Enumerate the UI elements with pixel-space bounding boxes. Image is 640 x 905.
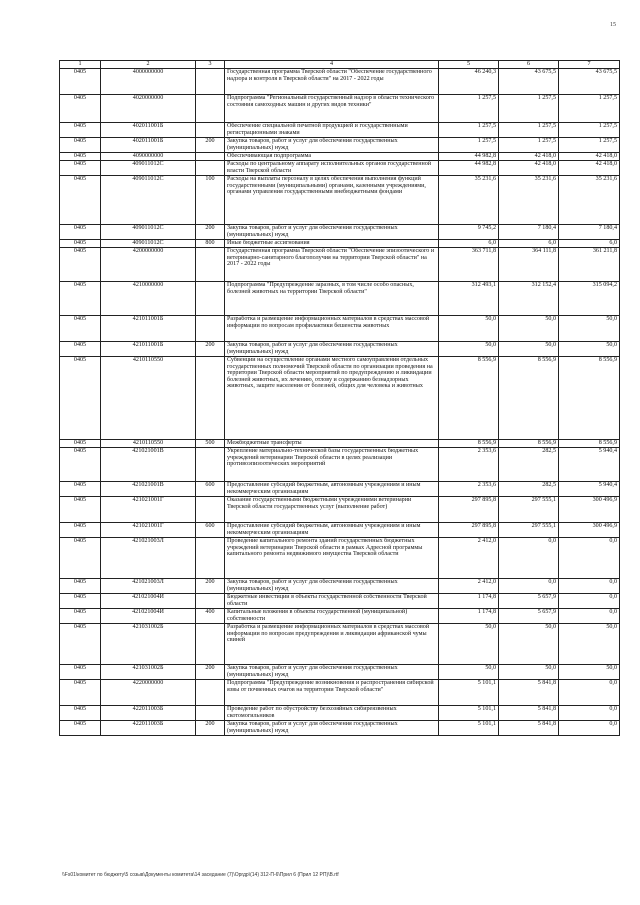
amount-year-2-cell: 50,0 <box>499 316 559 342</box>
page-number: 15 <box>610 22 616 28</box>
expense-type-cell <box>196 248 225 282</box>
amount-year-1-cell: 1 174,8 <box>439 609 499 624</box>
amount-year-1-cell: 50,0 <box>439 316 499 342</box>
section-code-cell: 0405 <box>60 680 101 706</box>
description-cell: Закупка товаров, работ и услуг для обеспечения государственных (муниципальных) нужд <box>225 665 439 680</box>
amount-year-1-cell: 44 982,8 <box>439 153 499 161</box>
amount-year-2-cell: 8 556,9 <box>499 357 559 440</box>
description-cell: Капитальные вложения в объекты государственной (муниципальной) собственности <box>225 609 439 624</box>
amount-year-3-cell: 0,0 <box>559 706 620 721</box>
target-article-cell: 402011001Б <box>101 138 196 153</box>
expense-type-cell: 800 <box>196 240 225 248</box>
amount-year-1-cell: 35 231,6 <box>439 176 499 225</box>
amount-year-1-cell: 297 895,8 <box>439 523 499 538</box>
table-row <box>60 594 620 609</box>
table-row <box>60 95 620 123</box>
section-code-cell: 0405 <box>60 523 101 538</box>
amount-year-3-cell: 0,0 <box>559 680 620 706</box>
target-article-cell: 4020000000 <box>101 95 196 123</box>
section-code-cell: 0405 <box>60 448 101 482</box>
expense-type-cell <box>196 706 225 721</box>
description-cell: Расходы по центральному аппарату исполнительных органов государственной власти Тверской области <box>225 161 439 176</box>
description-cell: Подпрограмма "Предупреждение заразных, в том числе особо опасных, болезней животных на территории Тверской области" <box>225 282 439 316</box>
target-article-cell: 4200000000 <box>101 248 196 282</box>
footer-file-path: \\Fs01\комитет по бюджету\5 созыв\Документы комитета\14 заседание (7)\Оргдр\(14) 312-П-6\Прил 6 (Прил 12 РП)\В.rtf <box>62 872 339 878</box>
amount-year-3-cell: 1 257,5 <box>559 138 620 153</box>
target-article-cell: 421021004И <box>101 609 196 624</box>
amount-year-2-cell: 364 111,8 <box>499 248 559 282</box>
column-header-1: 1 <box>60 61 101 69</box>
description-cell: Расходы на выплаты персоналу в целях обеспечения выполнения функций государственными (муниципальными) органами, казенными учреждениями, органами управления государственными внебюджетными фондами <box>225 176 439 225</box>
description-cell: Государственная программа Тверской области "Обеспечение государственного надзора и контроля в Тверской области" на 2017 - 2022 годы <box>225 69 439 95</box>
expense-type-cell: 200 <box>196 342 225 357</box>
amount-year-3-cell: 43 675,5 <box>559 69 620 95</box>
table-row <box>60 248 620 282</box>
table-row <box>60 706 620 721</box>
amount-year-1-cell: 5 101,1 <box>439 721 499 736</box>
section-code-cell: 0405 <box>60 316 101 342</box>
target-article-cell: 409011012С <box>101 161 196 176</box>
expense-type-cell <box>196 282 225 316</box>
expense-type-cell: 200 <box>196 579 225 594</box>
table-row <box>60 153 620 161</box>
amount-year-3-cell: 7 180,4 <box>559 225 620 240</box>
section-code-cell: 0405 <box>60 594 101 609</box>
expense-type-cell <box>196 594 225 609</box>
amount-year-1-cell: 312 493,1 <box>439 282 499 316</box>
amount-year-1-cell: 46 240,3 <box>439 69 499 95</box>
section-code-cell: 0405 <box>60 721 101 736</box>
amount-year-3-cell: 1 257,5 <box>559 123 620 138</box>
amount-year-3-cell: 50,0 <box>559 665 620 680</box>
amount-year-1-cell: 1 257,5 <box>439 123 499 138</box>
amount-year-3-cell: 42 418,0 <box>559 161 620 176</box>
description-cell: Межбюджетные трансферты <box>225 440 439 448</box>
amount-year-1-cell: 2 353,6 <box>439 482 499 497</box>
target-article-cell: 4000000000 <box>101 69 196 95</box>
description-cell: Закупка товаров, работ и услуг для обеспечения государственных (муниципальных) нужд <box>225 138 439 153</box>
amount-year-1-cell: 8 556,9 <box>439 357 499 440</box>
table-row <box>60 138 620 153</box>
amount-year-2-cell: 35 231,6 <box>499 176 559 225</box>
description-cell: Подпрограмма "Региональный государственный надзор в области технического состояния самоходных машин и других видов техники" <box>225 95 439 123</box>
description-cell: Проведение работ по обустройству безхозяйных сибиреязвенных скотомогильников <box>225 706 439 721</box>
target-article-cell: 422011003Б <box>101 706 196 721</box>
target-article-cell: 421021003Л <box>101 538 196 579</box>
amount-year-2-cell: 43 675,5 <box>499 69 559 95</box>
amount-year-2-cell: 0,0 <box>499 579 559 594</box>
target-article-cell: 421021001Г <box>101 497 196 523</box>
amount-year-2-cell: 42 418,0 <box>499 161 559 176</box>
expense-type-cell <box>196 680 225 706</box>
description-cell: Оказание государственными бюджетными учреждениями ветеринарии Тверской области государственных услуг (выполнение работ) <box>225 497 439 523</box>
amount-year-3-cell: 5 940,4 <box>559 448 620 482</box>
budget-table-container <box>59 60 619 736</box>
description-cell: Иные бюджетные ассигнования <box>225 240 439 248</box>
target-article-cell: 409011012С <box>101 225 196 240</box>
amount-year-2-cell: 282,5 <box>499 448 559 482</box>
column-header-6: 6 <box>499 61 559 69</box>
target-article-cell: 4210110550 <box>101 357 196 440</box>
target-article-cell: 421021004И <box>101 594 196 609</box>
table-row <box>60 161 620 176</box>
amount-year-2-cell: 297 555,1 <box>499 497 559 523</box>
target-article-cell: 421021001Г <box>101 523 196 538</box>
amount-year-2-cell: 1 257,5 <box>499 138 559 153</box>
table-row <box>60 680 620 706</box>
expense-type-cell <box>196 123 225 138</box>
amount-year-1-cell: 1 257,5 <box>439 138 499 153</box>
table-row <box>60 357 620 440</box>
amount-year-3-cell: 0,0 <box>559 609 620 624</box>
amount-year-1-cell: 2 412,0 <box>439 579 499 594</box>
expense-type-cell <box>196 69 225 95</box>
description-cell: Разработка и размещение информационных материалов в средствах массовой информации по вопросам предупреждения и ликвидации африканской чумы свиней <box>225 624 439 665</box>
amount-year-1-cell: 9 745,2 <box>439 225 499 240</box>
amount-year-3-cell: 5 940,4 <box>559 482 620 497</box>
amount-year-3-cell: 1 257,5 <box>559 95 620 123</box>
amount-year-2-cell: 1 257,5 <box>499 123 559 138</box>
amount-year-3-cell: 50,0 <box>559 624 620 665</box>
amount-year-2-cell: 6,0 <box>499 240 559 248</box>
amount-year-1-cell: 8 556,9 <box>439 440 499 448</box>
target-article-cell: 421011001Б <box>101 342 196 357</box>
column-header-7: 7 <box>559 61 620 69</box>
expense-type-cell: 600 <box>196 523 225 538</box>
target-article-cell: 409011012С <box>101 240 196 248</box>
section-code-cell: 0405 <box>60 497 101 523</box>
section-code-cell: 0405 <box>60 95 101 123</box>
amount-year-3-cell: 6,0 <box>559 240 620 248</box>
amount-year-2-cell: 5 841,8 <box>499 680 559 706</box>
amount-year-3-cell: 0,0 <box>559 579 620 594</box>
amount-year-2-cell: 297 555,1 <box>499 523 559 538</box>
amount-year-2-cell: 0,0 <box>499 538 559 579</box>
target-article-cell: 421021003Л <box>101 579 196 594</box>
description-cell: Закупка товаров, работ и услуг для обеспечения государственных (муниципальных) нужд <box>225 225 439 240</box>
description-cell: Предоставление субсидий бюджетным, автономным учреждениям и иным некоммерческим организациям <box>225 523 439 538</box>
expense-type-cell: 200 <box>196 225 225 240</box>
expense-type-cell: 600 <box>196 482 225 497</box>
amount-year-3-cell: 0,0 <box>559 594 620 609</box>
table-row <box>60 523 620 538</box>
section-code-cell: 0405 <box>60 538 101 579</box>
target-article-cell: 421011001Б <box>101 316 196 342</box>
description-cell: Государственная программа Тверской области "Обеспечение эпизоотического и ветеринарно-санитарного благополучия на территории Тверской области" на 2017 - 2022 годы <box>225 248 439 282</box>
budget-table <box>59 60 620 736</box>
description-cell: Обеспечивающая подпрограмма <box>225 153 439 161</box>
amount-year-1-cell: 2 353,6 <box>439 448 499 482</box>
amount-year-3-cell: 300 496,9 <box>559 497 620 523</box>
column-header-2: 2 <box>101 61 196 69</box>
section-code-cell: 0405 <box>60 706 101 721</box>
table-row <box>60 282 620 316</box>
amount-year-1-cell: 1 174,8 <box>439 594 499 609</box>
amount-year-1-cell: 5 101,1 <box>439 680 499 706</box>
section-code-cell: 0405 <box>60 440 101 448</box>
section-code-cell: 0405 <box>60 665 101 680</box>
section-code-cell: 0405 <box>60 161 101 176</box>
expense-type-cell <box>196 538 225 579</box>
target-article-cell: 421031002Б <box>101 624 196 665</box>
section-code-cell: 0405 <box>60 624 101 665</box>
amount-year-2-cell: 42 418,0 <box>499 153 559 161</box>
expense-type-cell <box>196 153 225 161</box>
target-article-cell: 4210000000 <box>101 282 196 316</box>
amount-year-3-cell: 300 496,9 <box>559 523 620 538</box>
table-row <box>60 579 620 594</box>
section-code-cell: 0405 <box>60 357 101 440</box>
description-cell: Разработка и размещение информационных материалов в средствах массовой информации по вопросам профилактики бешенства животных <box>225 316 439 342</box>
description-cell: Обеспечение специальной печатной продукцией и государственными регистрационными знаками <box>225 123 439 138</box>
description-cell: Предоставление субсидий бюджетным, автономным учреждениям и иным некоммерческим организациям <box>225 482 439 497</box>
table-row <box>60 123 620 138</box>
target-article-cell: 4090000000 <box>101 153 196 161</box>
amount-year-1-cell: 6,0 <box>439 240 499 248</box>
amount-year-2-cell: 282,5 <box>499 482 559 497</box>
target-article-cell: 421021001В <box>101 482 196 497</box>
section-code-cell: 0405 <box>60 69 101 95</box>
target-article-cell: 4220000000 <box>101 680 196 706</box>
amount-year-2-cell: 5 657,9 <box>499 594 559 609</box>
description-cell: Закупка товаров, работ и услуг для обеспечения государственных (муниципальных) нужд <box>225 721 439 736</box>
amount-year-1-cell: 363 711,8 <box>439 248 499 282</box>
table-row <box>60 225 620 240</box>
target-article-cell: 421021001В <box>101 448 196 482</box>
description-cell: Бюджетные инвестиции в объекты государственной собственности Тверской области <box>225 594 439 609</box>
expense-type-cell: 200 <box>196 138 225 153</box>
section-code-cell: 0405 <box>60 123 101 138</box>
table-row <box>60 721 620 736</box>
amount-year-3-cell: 8 556,9 <box>559 357 620 440</box>
amount-year-1-cell: 50,0 <box>439 342 499 357</box>
section-code-cell: 0405 <box>60 482 101 497</box>
table-header-row <box>60 61 620 69</box>
expense-type-cell: 400 <box>196 609 225 624</box>
section-code-cell: 0405 <box>60 153 101 161</box>
table-row <box>60 482 620 497</box>
table-row <box>60 176 620 225</box>
expense-type-cell: 500 <box>196 440 225 448</box>
section-code-cell: 0405 <box>60 240 101 248</box>
description-cell: Субвенции на осуществление органами местного самоуправления отдельных государственных полномочий Тверской области по организации проведения на территории Тверской области мероприятий по предупреждению и ликвидации болезней животных, их лечению, отлову и содержанию безнадзорных животных, защите населения от болезней, общих для человека и животных <box>225 357 439 440</box>
section-code-cell: 0405 <box>60 176 101 225</box>
table-row <box>60 624 620 665</box>
amount-year-2-cell: 50,0 <box>499 624 559 665</box>
table-row <box>60 609 620 624</box>
expense-type-cell: 200 <box>196 721 225 736</box>
section-code-cell: 0405 <box>60 579 101 594</box>
expense-type-cell <box>196 316 225 342</box>
amount-year-3-cell: 0,0 <box>559 721 620 736</box>
table-row <box>60 342 620 357</box>
expense-type-cell <box>196 624 225 665</box>
amount-year-2-cell: 5 657,9 <box>499 609 559 624</box>
target-article-cell: 409011012С <box>101 176 196 225</box>
amount-year-3-cell: 8 556,9 <box>559 440 620 448</box>
description-cell: Проведение капитального ремонта зданий государственных бюджетных учреждений ветеринарии Тверской области в рамках Адресной программы капитального ремонта недвижимого имущества Тверской области <box>225 538 439 579</box>
amount-year-3-cell: 35 231,6 <box>559 176 620 225</box>
section-code-cell: 0405 <box>60 225 101 240</box>
table-row <box>60 665 620 680</box>
table-row <box>60 538 620 579</box>
amount-year-3-cell: 50,0 <box>559 316 620 342</box>
expense-type-cell: 100 <box>196 176 225 225</box>
amount-year-3-cell: 42 418,0 <box>559 153 620 161</box>
target-article-cell: 421031002Б <box>101 665 196 680</box>
amount-year-1-cell: 297 895,8 <box>439 497 499 523</box>
table-row <box>60 497 620 523</box>
amount-year-2-cell: 5 841,8 <box>499 706 559 721</box>
section-code-cell: 0405 <box>60 282 101 316</box>
amount-year-2-cell: 50,0 <box>499 342 559 357</box>
section-code-cell: 0405 <box>60 609 101 624</box>
table-row <box>60 240 620 248</box>
amount-year-1-cell: 1 257,5 <box>439 95 499 123</box>
column-header-4: 4 <box>225 61 439 69</box>
description-cell: Закупка товаров, работ и услуг для обеспечения государственных (муниципальных) нужд <box>225 579 439 594</box>
amount-year-3-cell: 50,0 <box>559 342 620 357</box>
amount-year-1-cell: 50,0 <box>439 624 499 665</box>
amount-year-1-cell: 44 982,8 <box>439 161 499 176</box>
column-header-5: 5 <box>439 61 499 69</box>
table-row <box>60 448 620 482</box>
table-row <box>60 316 620 342</box>
section-code-cell: 0405 <box>60 342 101 357</box>
table-row <box>60 440 620 448</box>
amount-year-2-cell: 7 180,4 <box>499 225 559 240</box>
description-cell: Укрепление материально-технической базы государственных бюджетных учреждений ветеринарии Тверской области в целях реализации противоэпизоотических мероприятий <box>225 448 439 482</box>
amount-year-3-cell: 361 211,8 <box>559 248 620 282</box>
section-code-cell: 0405 <box>60 138 101 153</box>
expense-type-cell <box>196 357 225 440</box>
section-code-cell: 0405 <box>60 248 101 282</box>
description-cell: Подпрограмма "Предупреждение возникновения и распространения сибирской язвы от почвенных очагов на территории Тверской области" <box>225 680 439 706</box>
amount-year-1-cell: 2 412,0 <box>439 538 499 579</box>
amount-year-2-cell: 50,0 <box>499 665 559 680</box>
expense-type-cell <box>196 161 225 176</box>
expense-type-cell <box>196 448 225 482</box>
target-article-cell: 4210110550 <box>101 440 196 448</box>
amount-year-2-cell: 312 152,4 <box>499 282 559 316</box>
amount-year-2-cell: 5 841,8 <box>499 721 559 736</box>
amount-year-3-cell: 0,0 <box>559 538 620 579</box>
expense-type-cell <box>196 95 225 123</box>
expense-type-cell <box>196 497 225 523</box>
amount-year-3-cell: 315 094,2 <box>559 282 620 316</box>
table-body <box>60 69 620 736</box>
amount-year-2-cell: 1 257,5 <box>499 95 559 123</box>
description-cell: Закупка товаров, работ и услуг для обеспечения государственных (муниципальных) нужд <box>225 342 439 357</box>
expense-type-cell: 200 <box>196 665 225 680</box>
amount-year-1-cell: 50,0 <box>439 665 499 680</box>
column-header-3: 3 <box>196 61 225 69</box>
target-article-cell: 422011003Б <box>101 721 196 736</box>
target-article-cell: 402011001Б <box>101 123 196 138</box>
amount-year-2-cell: 8 556,9 <box>499 440 559 448</box>
amount-year-1-cell: 5 101,1 <box>439 706 499 721</box>
table-row <box>60 69 620 95</box>
